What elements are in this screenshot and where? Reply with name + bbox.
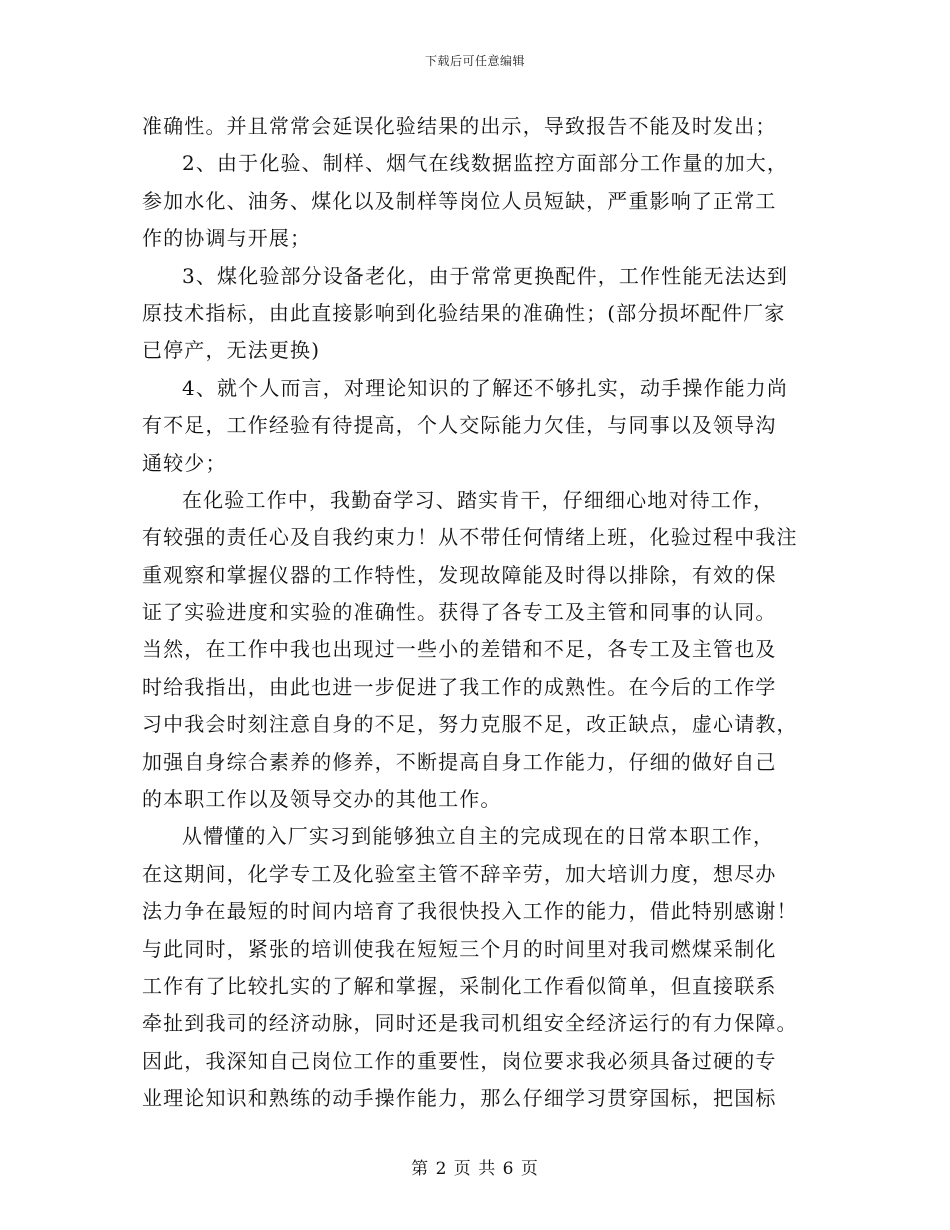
- text-line: 已停产，无法更换): [142, 338, 321, 363]
- text-line: 的本职工作以及领导交办的其他工作。: [142, 787, 502, 812]
- text-line: 从懵懂的入厂实习到能够独立自主的完成现在的日常本职工作，: [182, 824, 775, 849]
- document-body: [142, 108, 808, 1118]
- text-line: 2、由于化验、制样、烟气在线数据监控方面部分工作量的加大，: [182, 151, 789, 176]
- text-line: 4、就个人而言，对理论知识的了解还不够扎实，动手操作能力尚: [182, 375, 789, 400]
- text-line: 参加水化、油务、煤化以及制样等岗位人员短缺，严重影响了正常工: [142, 188, 777, 213]
- text-line: 通较少；: [142, 450, 227, 475]
- download-note: 下载后可任意编辑: [424, 54, 525, 68]
- text-line: 作的协调与开展；: [142, 226, 312, 251]
- page-number: [0, 1154, 950, 1179]
- text-line: 在这期间，化学专工及化验室主管不辞辛劳，加大培训力度，想尽办: [142, 861, 777, 886]
- text-line: 时给我指出，由此也进一步促进了我工作的成熟性。在今后的工作学: [142, 674, 777, 699]
- text-line: 在化验工作中，我勤奋学习、踏实肯干，仔细细心地对待工作，: [182, 487, 775, 512]
- text-line: 有不足，工作经验有待提高，个人交际能力欠佳，与同事以及领导沟: [142, 413, 777, 438]
- text-line: 当然，在工作中我也出现过一些小的差错和不足，各专工及主管也及: [142, 637, 777, 662]
- text-line: 准确性。并且常常会延误化验结果的出示，导致报告不能及时发出；: [142, 114, 777, 138]
- text-line: 证了实验进度和实验的准确性。获得了各专工及主管和同事的认同。: [142, 600, 777, 625]
- text-line: 工作有了比较扎实的了解和掌握，采制化工作看似简单，但直接联系: [142, 973, 777, 998]
- text-line: 牵扯到我司的经济动脉，同时还是我司机组安全经济运行的有力保障。: [142, 1011, 798, 1036]
- text-line: 原技术指标，由此直接影响到化验结果的准确性；(部分损坏配件厂家: [142, 300, 786, 325]
- text-line: 法力争在最短的时间内培育了我很快投入工作的能力，借此特别感谢！: [142, 899, 798, 924]
- text-line: 3、煤化验部分设备老化，由于常常更换配件，工作性能无法达到: [182, 263, 789, 288]
- text-line: 业理论知识和熟练的动手操作能力，那么仔细学习贯穿国标，把国标: [142, 1086, 777, 1111]
- text-line: 因此，我深知自己岗位工作的重要性，岗位要求我必须具备过硬的专: [142, 1048, 777, 1073]
- text-line: 与此同时，紧张的培训使我在短短三个月的时间里对我司燃煤采制化: [142, 936, 777, 961]
- text-line: 有较强的责任心及自我约束力！从不带任何情绪上班，化验过程中我注: [142, 525, 798, 550]
- text-line: 加强自身综合素养的修养，不断提高自身工作能力，仔细的做好自己: [142, 749, 777, 774]
- page-number-label: 第 2 页 共 6 页: [411, 1159, 539, 1179]
- text-line: 习中我会时刻注意自身的不足，努力克服不足，改正缺点，虚心请教，: [142, 712, 798, 737]
- text-line: 重观察和掌握仪器的工作特性，发现故障能及时得以排除，有效的保: [142, 562, 777, 587]
